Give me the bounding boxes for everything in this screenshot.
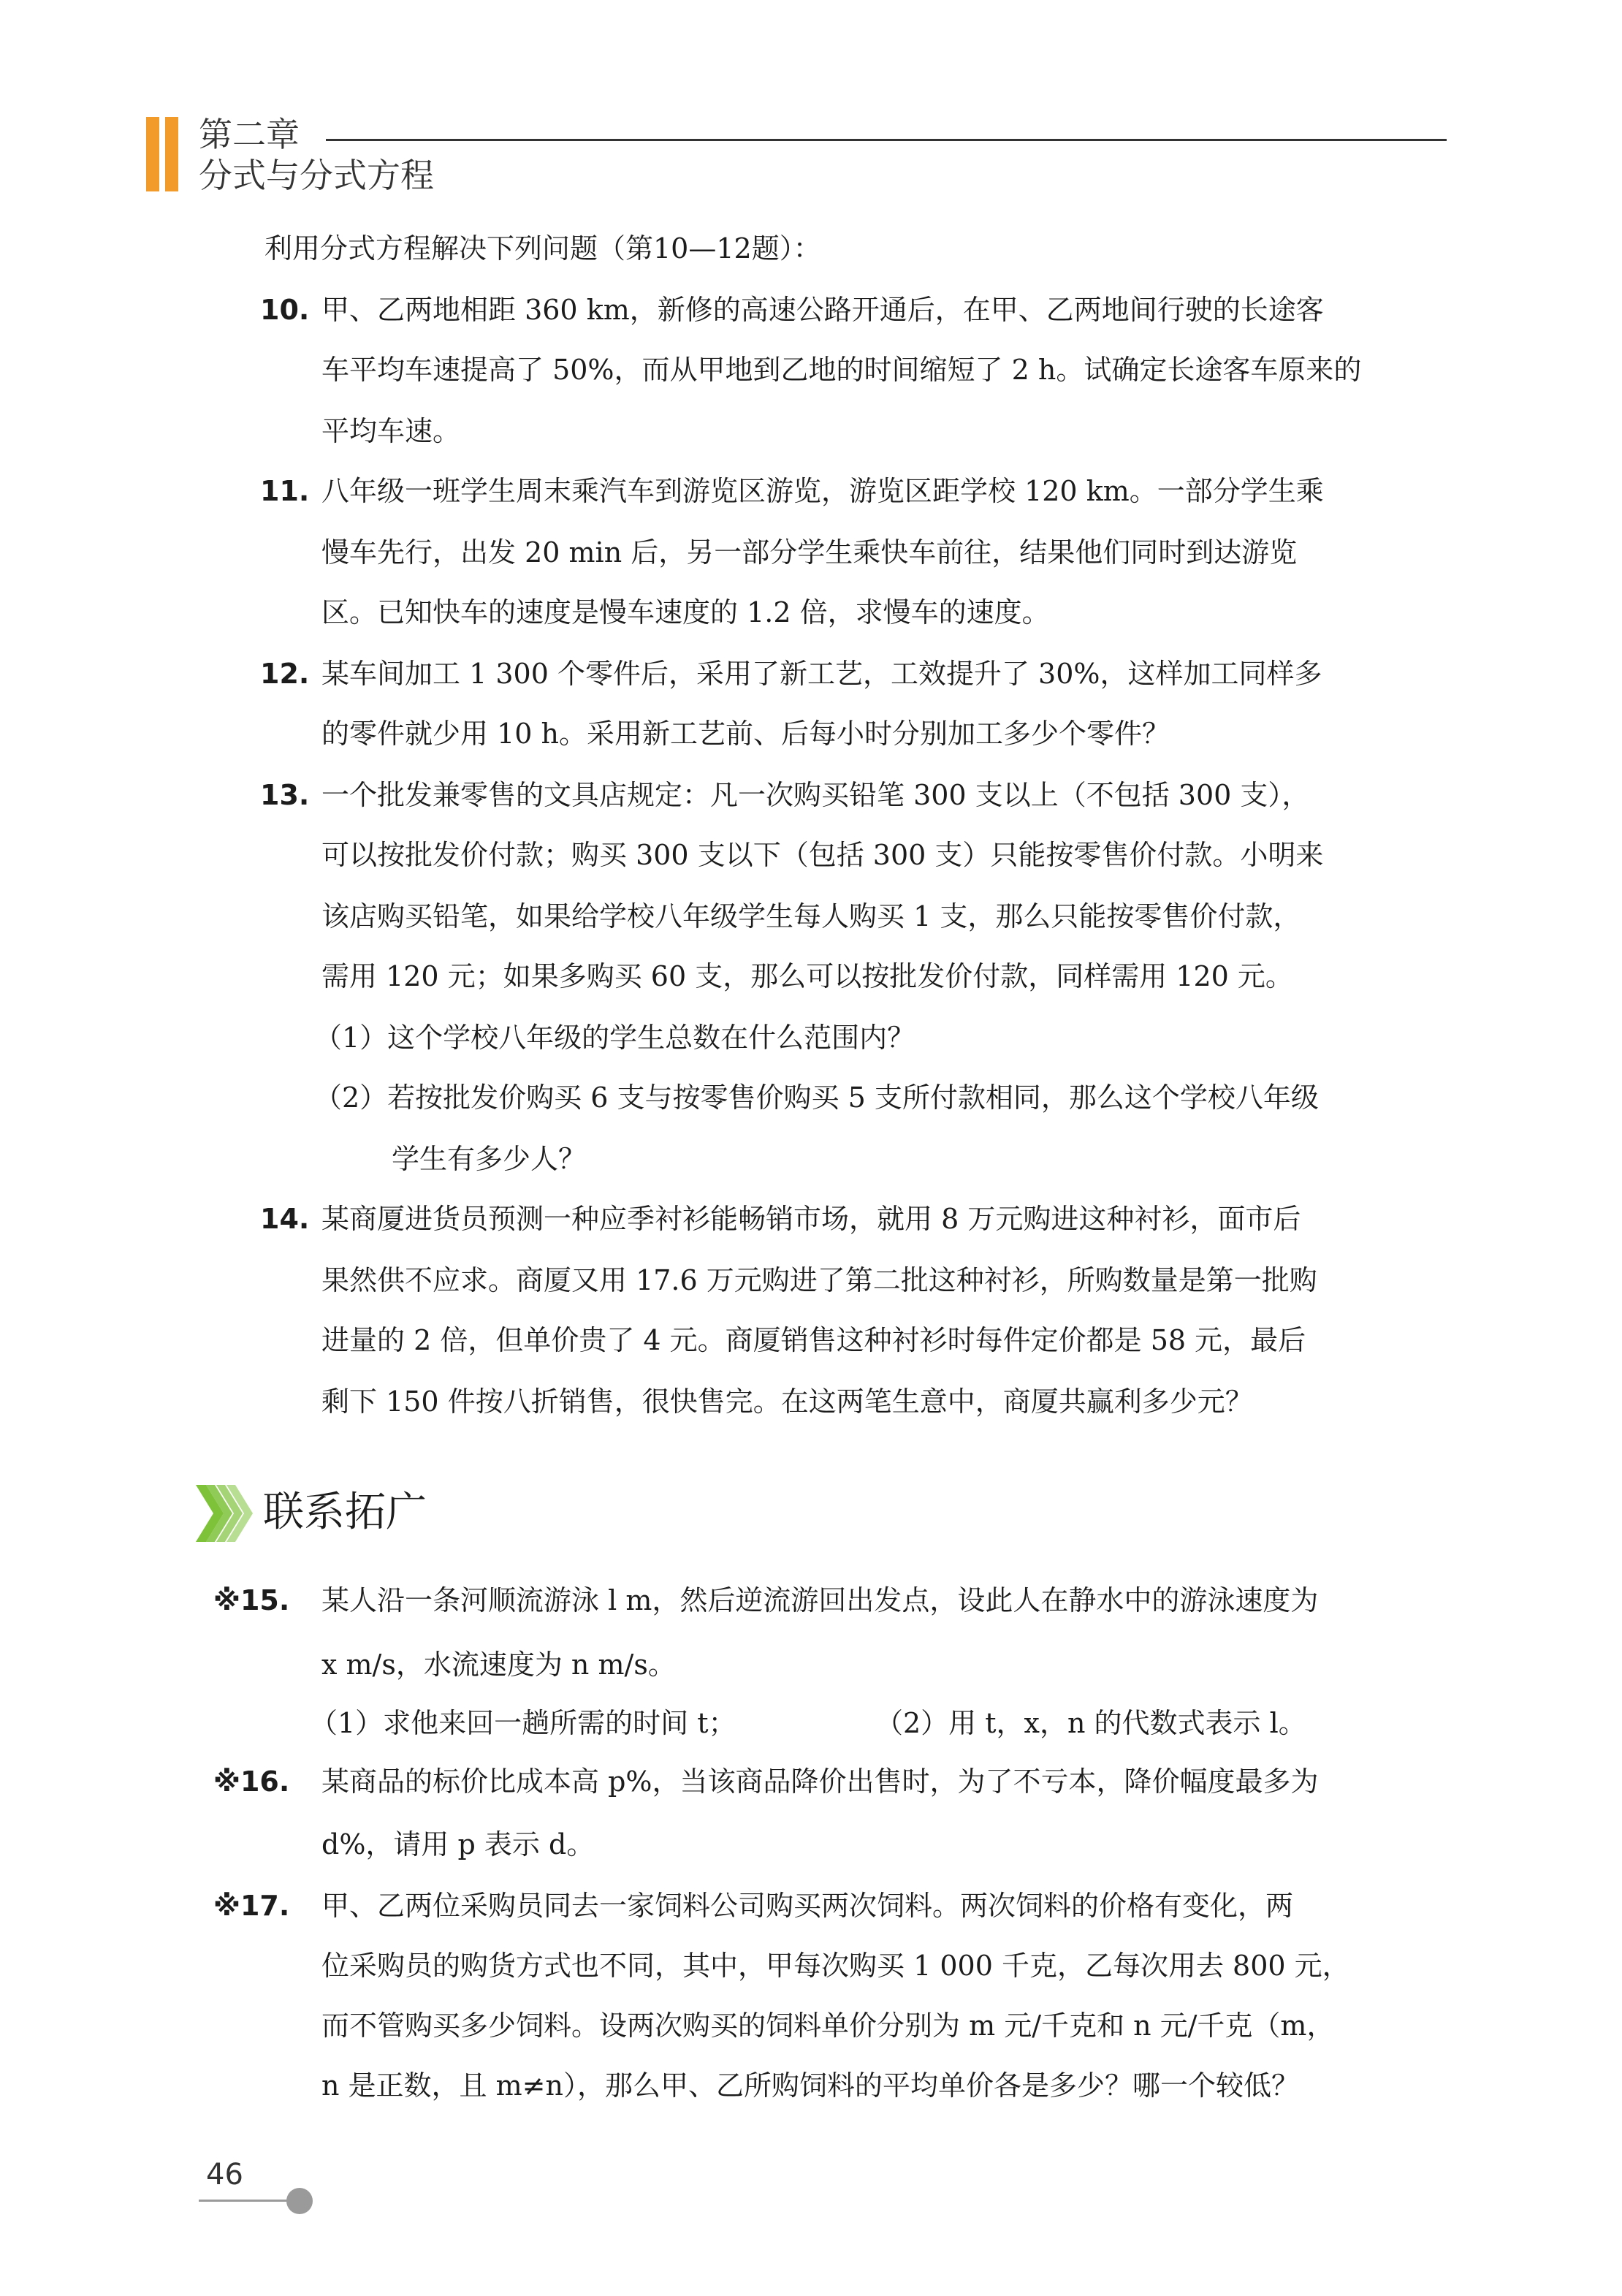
problem-line: 某人沿一条河顺流游泳 l m，然后逆流游回出发点，设此人在静水中的游泳速度为 <box>321 1584 1319 1616</box>
problem-number: ※17. <box>213 1890 290 1922</box>
problem-line: 可以按批发价付款；购买 300 支以下（包括 300 支）只能按零售价付款。小明来 <box>321 839 1324 871</box>
problem-line: 的零件就少用 10 h。采用新工艺前、后每小时分别加工多少个零件？ <box>321 718 1170 750</box>
problem-line: d%，请用 p 表示 d。 <box>321 1828 595 1860</box>
problem-number: 10. <box>260 294 310 326</box>
problem-number: ※15. <box>213 1584 290 1616</box>
sub-question: （1）求他来回一趟所需的时间 t； <box>310 1707 736 1739</box>
section-title: 联系拓广 <box>263 1489 427 1536</box>
problem-line: 八年级一班学生周末乘汽车到游览区游览，游览区距学校 120 km。一部分学生乘 <box>321 475 1324 507</box>
problem-line: 区。已知快车的速度是慢车速度的 1.2 倍，求慢车的速度。 <box>321 596 1050 628</box>
problem-line: 进量的 2 倍，但单价贵了 4 元。商厦销售这种衬衫时每件定价都是 58 元，最后 <box>321 1324 1306 1356</box>
problem-line: 果然供不应求。商厦又用 17.6 万元购进了第二批这种衬衫，所购数量是第一批购 <box>321 1264 1317 1296</box>
sub-question: 学生有多少人？ <box>392 1143 587 1175</box>
problem-number: 13. <box>260 779 310 811</box>
problem-number: 14. <box>260 1203 310 1235</box>
problem-line: 某商厦进货员预测一种应季衬衫能畅销市场，就用 8 万元购进这种衬衫，面市后 <box>321 1203 1301 1235</box>
problem-line: 位采购员的购货方式也不同，其中，甲每次购买 1 000 千克，乙每次用去 800 元， <box>321 1950 1350 1982</box>
sub-question: （2）若按批发价购买 6 支与按零售价购买 5 支所付款相同，那么这个学校八年级 <box>314 1082 1319 1114</box>
problem-number: 12. <box>260 658 310 690</box>
sub-question: （1）这个学校八年级的学生总数在什么范围内？ <box>314 1022 915 1054</box>
problem-line: 平均车速。 <box>321 415 461 447</box>
page-number: 46 <box>206 2158 243 2192</box>
problem-line: 需用 120 元；如果多购买 60 支，那么可以按批发价付款，同样需用 120 元。 <box>321 960 1293 992</box>
page-number-dot <box>286 2188 313 2214</box>
header-accent-bar <box>165 117 178 191</box>
page-number-rule <box>199 2200 295 2202</box>
problem-line: 车平均车速提高了 50%，而从甲地到乙地的时间缩短了 2 h。试确定长途客车原来的 <box>321 354 1362 386</box>
problem-line: 慢车先行，出发 20 min 后，另一部分学生乘快车前往，结果他们同时到达游览 <box>321 536 1298 569</box>
header-rule <box>326 139 1447 141</box>
header-accent-bar <box>146 117 159 191</box>
problem-number: ※16. <box>213 1765 290 1798</box>
chapter-title: 分式与分式方程 <box>199 156 434 195</box>
chevrons-icon <box>196 1485 257 1542</box>
sub-question: （2）用 t，x，n 的代数式表示 l。 <box>875 1707 1306 1739</box>
problem-line: n 是正数，且 m≠n），那么甲、乙所购饲料的平均单价各是多少？哪一个较低？ <box>321 2069 1299 2102</box>
problem-line: 一个批发兼零售的文具店规定：凡一次购买铅笔 300 支以上（不包括 300 支）， <box>321 779 1310 811</box>
problem-line: 该店购买铅笔，如果给学校八年级学生每人购买 1 支，那么只能按零售价付款， <box>321 900 1301 932</box>
intro-text: 利用分式方程解决下列问题（第10—12题）： <box>264 232 821 265</box>
problem-line: 某商品的标价比成本高 p%，当该商品降价出售时，为了不亏本，降价幅度最多为 <box>321 1765 1319 1798</box>
problem-number: 11. <box>260 475 310 507</box>
problem-line: 甲、乙两位采购员同去一家饲料公司购买两次饲料。两次饲料的价格有变化，两 <box>321 1890 1294 1922</box>
problem-line: 甲、乙两地相距 360 km，新修的高速公路开通后，在甲、乙两地间行驶的长途客 <box>321 294 1324 326</box>
problem-line: x m/s，水流速度为 n m/s。 <box>321 1649 676 1681</box>
chapter-label: 第二章 <box>199 115 300 154</box>
problem-line: 某车间加工 1 300 个零件后，采用了新工艺，工效提升了 30%，这样加工同样多 <box>321 658 1322 690</box>
problem-line: 而不管购买多少饲料。设两次购买的饲料单价分别为 m 元/千克和 n 元/千克（m， <box>321 2010 1335 2042</box>
problem-line: 剩下 150 件按八折销售，很快售完。在这两笔生意中，商厦共赢利多少元？ <box>321 1385 1253 1418</box>
